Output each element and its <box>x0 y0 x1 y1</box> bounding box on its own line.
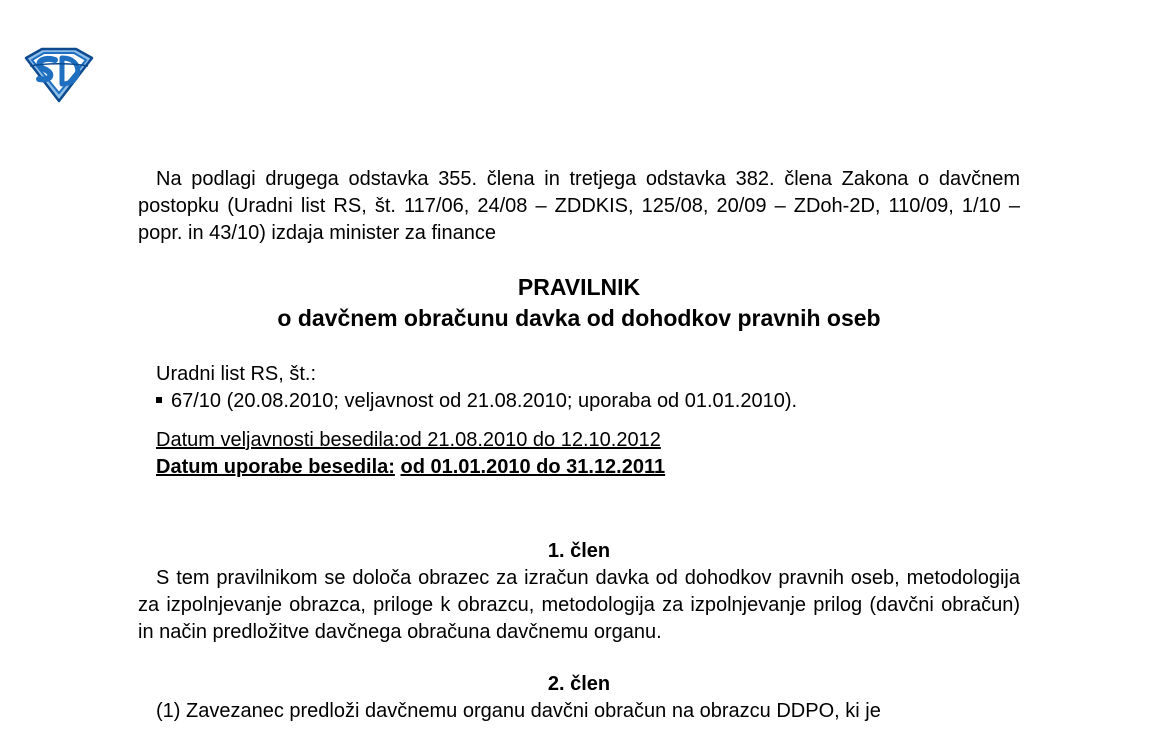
gazette-item-text: 67/10 (20.08.2010; veljavnost od 21.08.2010; uporaba od 01.01.2010). <box>171 390 798 412</box>
article-heading-1: 1. člen <box>547 540 611 562</box>
title-sub: o davčnem obračunu davka od dohodkov pravnih oseb <box>277 305 881 331</box>
bullet-icon <box>156 397 162 403</box>
document-title <box>138 272 1020 334</box>
text-dates <box>138 427 1020 481</box>
gazette-label: Uradni list RS, št.: <box>156 363 317 385</box>
gazette-references <box>138 361 1020 415</box>
usage-date-value: od 01.01.2010 do 31.12.2011 <box>400 456 666 478</box>
usage-date-line <box>156 454 1020 481</box>
document-body <box>138 166 1020 725</box>
title-main: PRAVILNIK <box>517 274 641 300</box>
article-text-1: S tem pravilnikom se določa obrazec za izračun davka od dohodkov pravnih oseb, metodologija za izpolnjevanje obrazca, priloge k obrazcu, metodologija za izpolnjevanje prilog (davčni obračun) in način predložitve davčnega obračuna davčnemu organu. <box>138 567 1020 643</box>
usage-date-label: Datum uporabe besedila: <box>156 456 395 478</box>
gazette-item <box>156 388 1020 415</box>
publisher-logo <box>22 46 96 104</box>
validity-date-label: Datum veljavnosti besedila: <box>156 429 400 451</box>
publisher-logo-graphic <box>22 46 96 104</box>
validity-date-line <box>156 427 1020 454</box>
article-heading-2: 2. člen <box>547 673 611 695</box>
article-text-2: (1) Zavezanec predloži davčnemu organu davčni obračun na obrazcu DDPO, ki je <box>156 700 881 722</box>
validity-date-value: od 21.08.2010 do 12.10.2012 <box>399 429 661 451</box>
preamble: Na podlagi drugega odstavka 355. člena in tretjega odstavka 382. člena Zakona o davčnem postopku (Uradni list RS, št. 117/06, 24/08 – ZDDKIS, 125/08, 20/09 – ZDoh-2D, 110/09, 1/10 – popr. in 43/10) izdaja minister za finance <box>138 168 1020 244</box>
